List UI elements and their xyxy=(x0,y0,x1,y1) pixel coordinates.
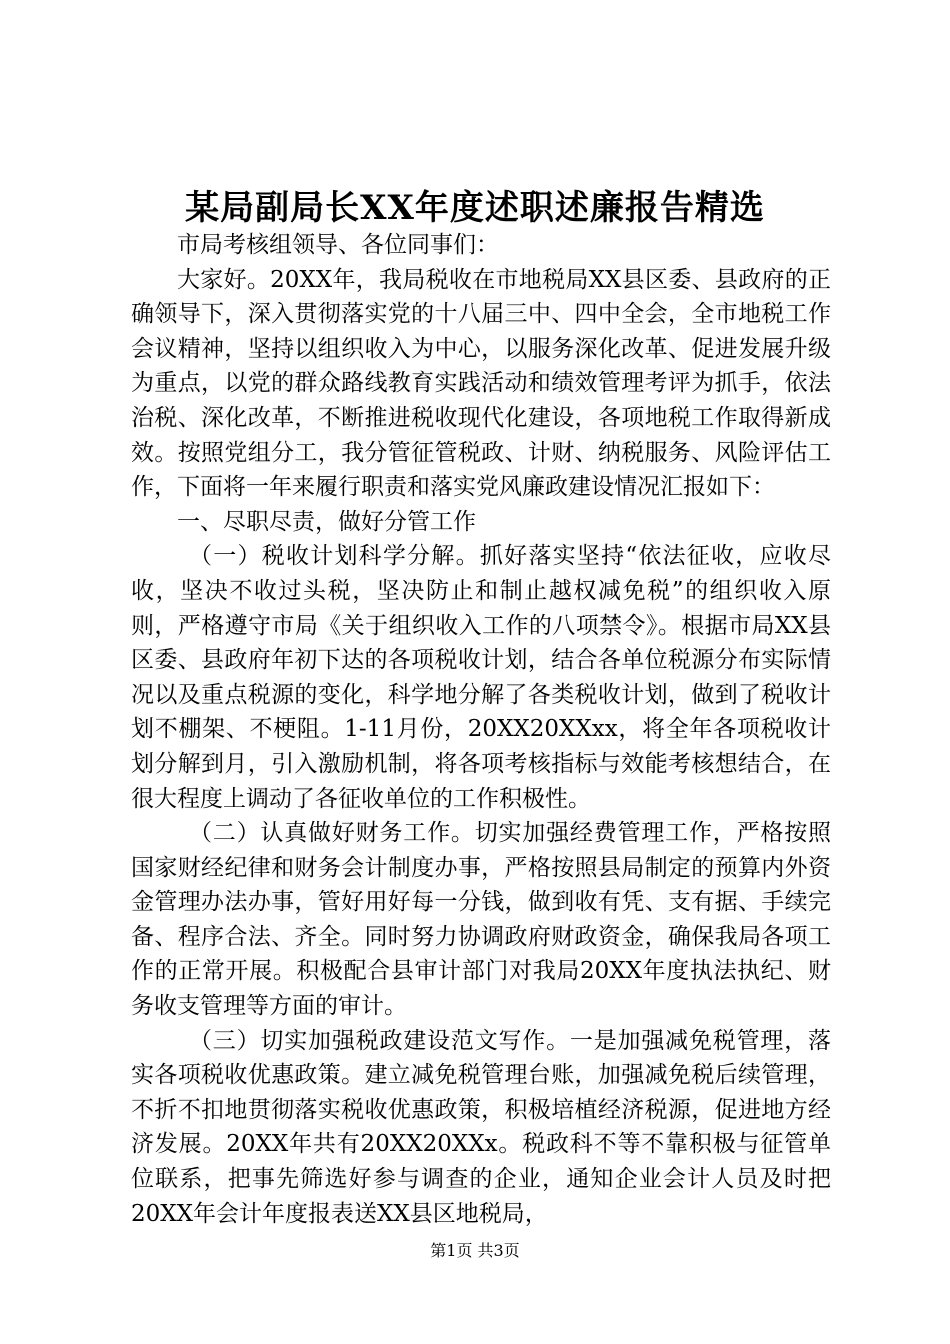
subsection-finance-paragraph: （二）认真做好财务工作。切实加强经费管理工作，严格按照国家财经纪律和财务会计制度办事，严格按照县局制定的预算内外资金管理办法办事，管好用好每一分钱，做到收有凭、支有据、手续完备、程序合法、齐全。同时努力协调政府财政资金，确保我局各项工作的正常开展。积极配合县审计部门对我局20XX年度执法执纪、财务收支管理等方面的审计。 xyxy=(131,820,831,1020)
intro-paragraph: 大家好。20XX年，我局税收在市地税局XX县区委、县政府的正确领导下，深入贯彻落实党的十八届三中、四中全会，全市地税工作会议精神，坚持以组织收入为中心，以服务深化改革、促进发展升级为重点，以党的群众路线教育实践活动和绩效管理考评为抓手，依法治税、深化改革，不断推进税收现代化建设，各项地税工作取得新成效。按照党组分工，我分管征管税政、计财、纳税服务、风险评估工作，下面将一年来履行职责和落实党风廉政建设情况汇报如下： xyxy=(131,266,831,501)
document-body xyxy=(131,228,831,1231)
page-footer: 第1页 共3页 xyxy=(430,1241,520,1260)
salutation-paragraph: 市局考核组领导、各位同事们： xyxy=(177,232,499,258)
subsection-tax-policy-paragraph: （三）切实加强税政建设范文写作。一是加强减免税管理，落实各项税收优惠政策。建立减免税管理台账，加强减免税后续管理，不折不扣地贯彻落实税收优惠政策，积极培植经济税源，促进地方经济发展。20XX年共有20XX20XXx。税政科不等不靠积极与征管单位联系，把事先筛选好参与调查的企业，通知企业会计人员及时把20XX年会计年度报表送XX县区地税局， xyxy=(131,1027,831,1227)
section-heading: 一、尽职尽责，做好分管工作 xyxy=(177,508,476,535)
subsection-tax-plan-paragraph: （一）税收计划科学分解。抓好落实坚持“依法征收，应收尽收，坚决不收过头税，坚决防止和制止越权减免税”的组织收入原则，严格遵守市局《关于组织收入工作的八项禁令》。根据市局XX县区委、县政府年初下达的各项税收计划，结合各单位税源分布实际情况以及重点税源的变化，科学地分解了各类税收计划，做到了税收计划不棚架、不梗阻。1-11月份，20XX20XXxx，将全年各项税收计划分解到月，引入激励机制，将各项考核指标与效能考核想结合，在很大程度上调动了各征收单位的工作积极性。 xyxy=(131,543,831,812)
document-title: 某局副局长XX年度述职述廉报告精选 xyxy=(185,188,765,228)
